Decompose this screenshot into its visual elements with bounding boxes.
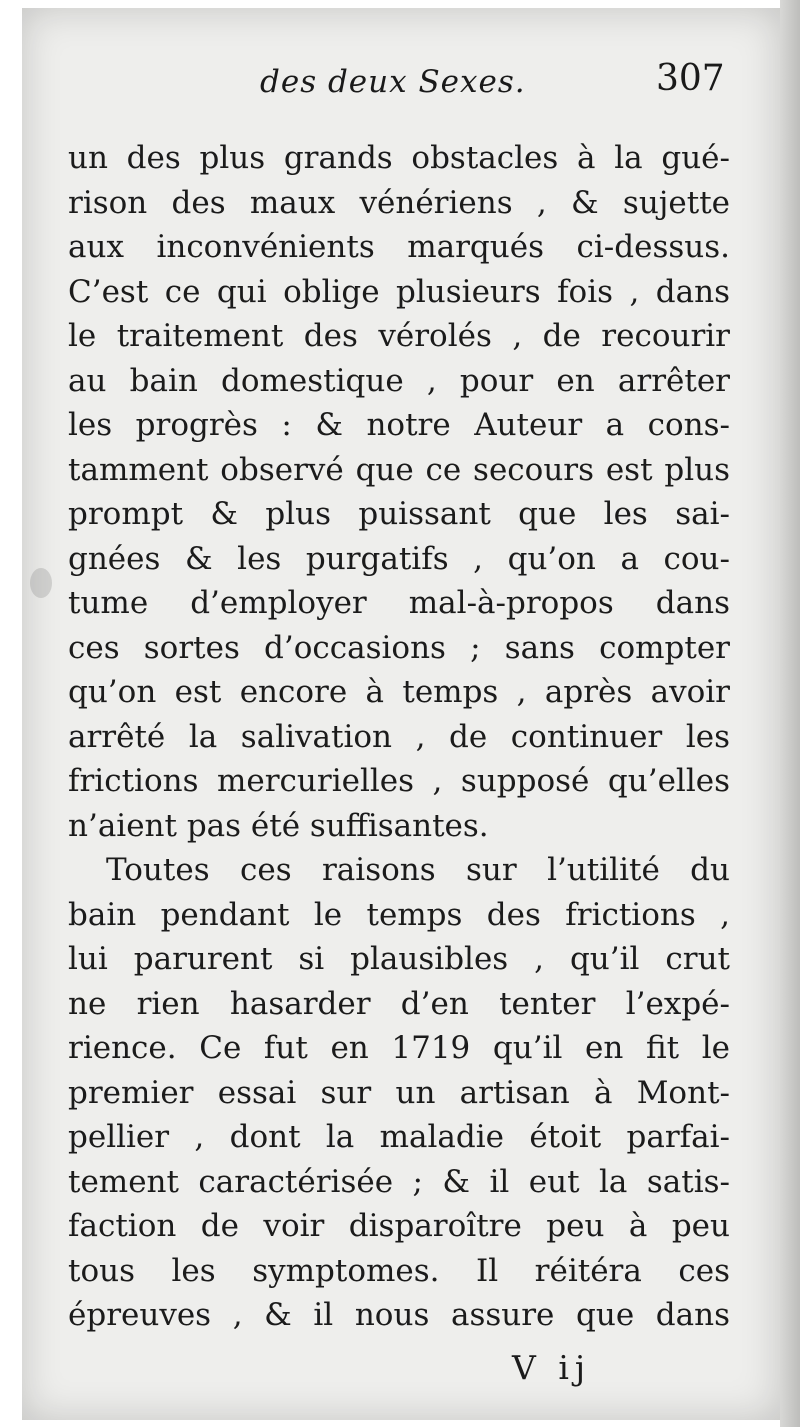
page-stain xyxy=(30,568,52,598)
text-line: bain pendant le temps des frictions , xyxy=(68,896,730,933)
text-line: le traitement des vérolés , de recourir xyxy=(68,318,730,354)
paragraph-end-line: n’aient pas été suffisantes. xyxy=(68,807,489,844)
text-line: arrêté la salivation , de continuer les xyxy=(68,718,730,755)
text-line: tume d’employer mal-à-propos dans xyxy=(68,585,730,621)
book-page xyxy=(22,8,780,1420)
body-text xyxy=(68,136,730,1338)
page-number: 307 xyxy=(656,58,725,99)
text-line: tement caractérisée ; & il eut la satis- xyxy=(68,1163,730,1200)
text-line: C’est ce qui oblige plusieurs fois , dans xyxy=(68,273,730,310)
signature-mark: V ij xyxy=(512,1348,592,1387)
text-line: aux inconvénients marqués ci-dessus. xyxy=(68,229,730,265)
text-line: frictions mercurielles , supposé qu’elles xyxy=(68,763,730,799)
text-line: les progrès : & notre Auteur a cons- xyxy=(68,407,730,443)
text-line: au bain domestique , pour en arrêter xyxy=(68,362,730,399)
paragraph-start-line: Toutes ces raisons sur l’utilité du xyxy=(106,852,730,888)
text-line: gnées & les purgatifs , qu’on a cou- xyxy=(68,540,730,577)
text-line: tamment observé que ce secours est plus xyxy=(68,451,730,488)
text-line: premier essai sur un artisan à Mont- xyxy=(68,1074,730,1111)
text-line: ces sortes d’occasions ; sans compter xyxy=(68,629,730,666)
text-line: ne rien hasarder d’en tenter l’expé- xyxy=(68,985,730,1022)
running-title: des deux Sexes. xyxy=(260,64,526,100)
text-line: un des plus grands obstacles à la gué- xyxy=(68,140,730,176)
text-line: lui parurent si plausibles , qu’il crut xyxy=(68,941,730,977)
text-line: rience. Ce fut en 1719 qu’il en fit le xyxy=(68,1030,730,1066)
text-line: prompt & plus puissant que les sai- xyxy=(68,496,730,532)
text-line: rison des maux vénériens , & sujette xyxy=(68,184,730,221)
text-line: pellier , dont la maladie étoit parfai- xyxy=(68,1119,730,1155)
page-edge xyxy=(780,0,800,1427)
page-header xyxy=(22,58,780,114)
text-line: épreuves , & il nous assure que dans xyxy=(68,1297,730,1333)
text-line: qu’on est encore à temps , après avoir xyxy=(68,674,730,710)
text-line: faction de voir disparoître peu à peu xyxy=(68,1208,730,1244)
text-line: tous les symptomes. Il réitéra ces xyxy=(68,1252,730,1289)
